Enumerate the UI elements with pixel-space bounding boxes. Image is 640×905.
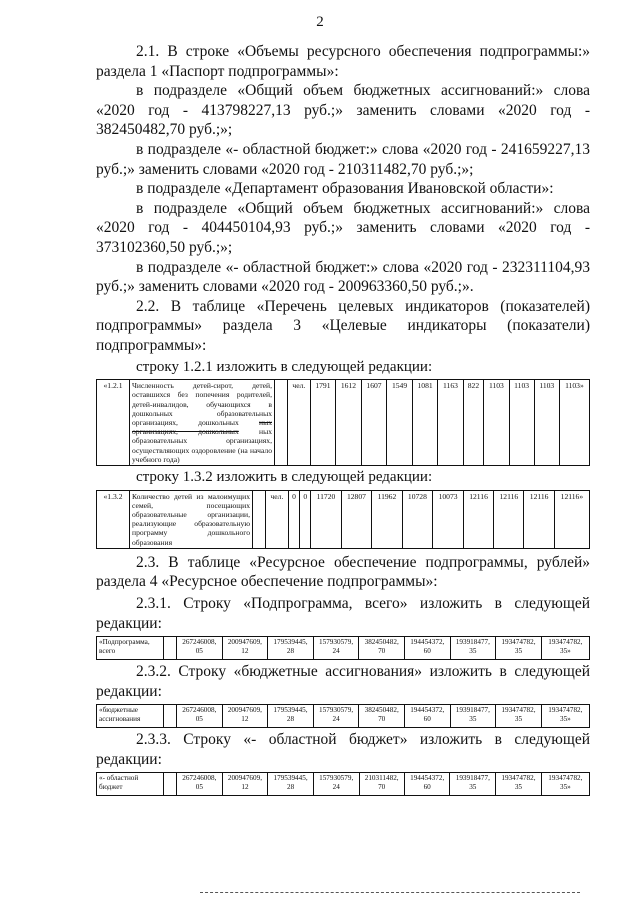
table-cell: 194454372, 60 [404, 637, 450, 660]
table-row [97, 773, 590, 796]
table-cell: 193474782, 35 [496, 637, 542, 660]
table-cell: 0 [288, 490, 299, 548]
finance-table-total [96, 636, 590, 660]
paragraph: 2.2. В таблице «Перечень целевых индикаторов (показателей) подпрограммы» раздела 3 «Целевые индикаторы (показатели) подпрограммы»: [96, 297, 590, 354]
table-cell: 1103 [509, 380, 534, 466]
table-cell: 382450482, 70 [359, 705, 405, 728]
paragraph: 2.3.3. Строку «- областной бюджет» изложить в следующей редакции: [96, 731, 590, 768]
table-cell [164, 637, 177, 660]
table-row [97, 637, 590, 660]
table-cell: 10073 [433, 490, 464, 548]
page-number: 2 [316, 14, 324, 30]
table-cell: 1612 [336, 380, 362, 466]
table-cell: «бюджетные ассигнования [97, 705, 164, 728]
table-cell: 1163 [438, 380, 463, 466]
table-cell: 179539445, 28 [268, 705, 314, 728]
paragraph: в подразделе «Департамент образования Ивановской области»: [136, 180, 554, 198]
table-cell: 267246008, 05 [177, 637, 223, 660]
paragraph: в подразделе «- областной бюджет:» слова «2020 год - 241659227,13 руб.;» заменить словами «2020 год - 210311482,70 руб.;»; [96, 140, 590, 178]
table-cell: 1549 [387, 380, 413, 466]
table-cell [164, 705, 177, 728]
table-cell: 194454372, 60 [404, 773, 450, 796]
finance-table-regional [96, 772, 590, 796]
paragraph: в подразделе «Общий объем бюджетных ассигнований:» слова «2020 год - 404450104,93 руб.;» заменить словами «2020 год - 373102360,50 руб.;»; [96, 199, 590, 256]
table-cell: 179539445, 28 [268, 637, 314, 660]
table-cell: 1103» [559, 380, 589, 466]
finance-table-budget [96, 704, 590, 728]
paragraph: 2.3.1. Строку «Подпрограмма, всего» изложить в следующей редакции: [96, 594, 590, 632]
subheading: строку 1.2.1 изложить в следующей редакции: [136, 358, 433, 375]
table-cell: 193918477, 35 [450, 773, 496, 796]
table-cell: 157930579, 24 [313, 773, 359, 796]
paragraph: 2.3.2. Строку «бюджетные ассигнования» изложить в следующей редакции: [96, 663, 590, 700]
subheading: строку 1.3.2 изложить в следующей редакции: [136, 468, 433, 485]
table-row [97, 490, 590, 548]
indicator-table-1-2-1 [96, 379, 590, 466]
table-cell: 193918477, 35 [450, 705, 496, 728]
struck-text: ных организациях, дошкольных [132, 417, 272, 437]
table-cell [164, 773, 177, 796]
table-cell: 11720 [311, 490, 341, 548]
table-cell: 822 [463, 380, 484, 466]
table-cell: «1.2.1 [97, 380, 130, 466]
table-cell: 193918477, 35 [450, 637, 496, 660]
table-cell: чел. [266, 490, 289, 548]
table-cell: 1103 [484, 380, 509, 466]
cell-text: Численность детей-сирот, детей, оставшихся без попечения родителей, детей-инвалидов, обучающихся в дошкольных образовательных организациях, дошкольных [132, 381, 272, 427]
table-cell: 157930579, 24 [313, 705, 359, 728]
table-cell: 200947609, 12 [222, 637, 268, 660]
table-cell [130, 380, 275, 466]
table-cell: 11962 [372, 490, 402, 548]
table-row [97, 705, 590, 728]
table-cell: 200947609, 12 [222, 705, 268, 728]
table-cell: 157930579, 24 [313, 637, 359, 660]
table-cell: 1607 [361, 380, 387, 466]
table-cell: «- областной бюджет [97, 773, 164, 796]
paragraph: в подразделе «- областной бюджет:» слова «2020 год - 232311104,93 руб.;» заменить словами «2020 год - 200963360,50 руб.;». [96, 258, 590, 296]
table-cell: 1081 [412, 380, 438, 466]
paragraph: в подразделе «Общий объем бюджетных ассигнований:» слова «2020 год - 413798227,13 руб.;» заменить словами «2020 год - 382450482,70 руб.;»; [96, 82, 590, 139]
table-cell: 12116 [463, 490, 493, 548]
cell-text: ных образовательных организациях, осуществляющих оздоровление (на начало учебного года) [132, 427, 272, 464]
table-cell: 193474782, 35» [541, 705, 589, 728]
table-cell: Количество детей из малоимущих семей, посещающих образовательные организации, реализующие образовательную программу дошкольного образования [130, 490, 253, 548]
table-cell: 1791 [310, 380, 336, 466]
table-cell: 179539445, 28 [268, 773, 314, 796]
paragraph: 2.3. В таблице «Ресурсное обеспечение подпрограммы, рублей» раздела 4 «Ресурсное обеспечение подпрограммы»: [96, 553, 590, 591]
table-cell: 1103 [534, 380, 559, 466]
table-cell [253, 490, 266, 548]
table-cell: 267246008, 05 [177, 705, 223, 728]
table-cell: 210311482, 70 [359, 773, 404, 796]
table-cell: 194454372, 60 [404, 705, 450, 728]
table-cell: чел. [288, 380, 311, 466]
table-cell: 267246008, 05 [177, 773, 223, 796]
indicator-table-1-3-2 [96, 490, 590, 549]
table-cell: 193474782, 35» [541, 637, 589, 660]
table-cell: 10728 [402, 490, 433, 548]
table-cell: 382450482, 70 [359, 637, 405, 660]
document-body [96, 42, 590, 796]
table-cell: 193474782, 35 [496, 705, 542, 728]
table-cell: 12807 [341, 490, 372, 548]
table-cell: 0 [300, 490, 311, 548]
scan-artifact-line [200, 892, 580, 896]
table-cell: 200947609, 12 [222, 773, 268, 796]
table-cell [275, 380, 288, 466]
table-cell: 193474782, 35» [541, 773, 589, 796]
table-cell: 12116 [494, 490, 524, 548]
table-row [97, 380, 590, 466]
paragraph: 2.1. В строке «Объемы ресурсного обеспечения подпрограммы:» раздела 1 «Паспорт подпрограммы»: [96, 43, 590, 80]
table-cell: 12116 [524, 490, 554, 548]
table-cell: 12116» [554, 490, 589, 548]
table-cell: «Подпрограмма, всего [97, 637, 164, 660]
table-cell: 193474782, 35 [496, 773, 542, 796]
table-cell: «1.3.2 [97, 490, 130, 548]
